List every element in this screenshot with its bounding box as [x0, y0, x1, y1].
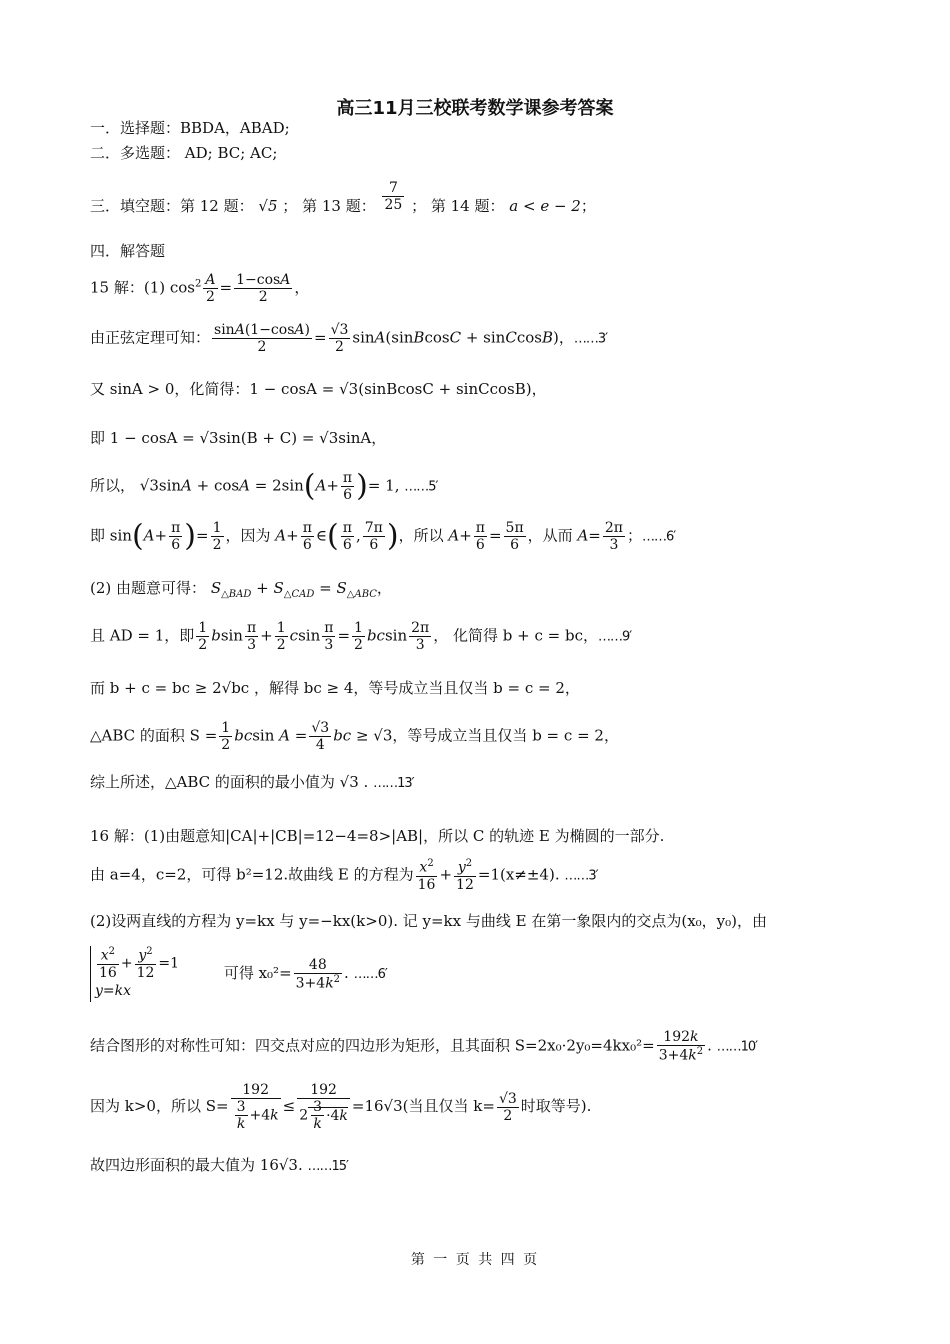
- section-multi: 二．多选题： AD; BC; AC;: [90, 144, 278, 162]
- q15-line1: 15 解：(1) $\cos^2$ $\frac{A}{2}$ = $\frac{1-\cos A}{2}$ ，: [90, 272, 310, 306]
- q16-line5: 结合图形的对称性可知：四交点对应的四边形为矩形，且其面积 S=2x₀·2y₀=4kx₀²= $\frac{192k}{3+4k^2}$ . ……10′: [90, 1029, 758, 1064]
- q15-line9: 而 b + c = bc ≥ 2√bc ，解得 bc ≥ 4，等号成立当且仅当 b = c = 2，: [90, 679, 580, 697]
- q16-line4: $\frac{x^2}{16}$ + $\frac{y^2}{12}$ =1 y=kx 可得 x₀²= $\frac{48}{3+4k^2}$ . ……6′: [90, 946, 387, 1002]
- q15-line7: (2) 由题意可得： $S_{\triangle BAD} + S_{\triangle CAD} = S_{\triangle ABC}$，: [90, 579, 392, 600]
- page-title: 高三11月三校联考数学课参考答案: [336, 98, 614, 119]
- section-solve: 四．解答题: [90, 242, 166, 260]
- q15-line4: 即 1 − cosA = √3sin(B + C) = √3sinA，: [90, 429, 387, 447]
- q16-line7: 故四边形面积的最大值为 16√3. ……15′: [90, 1156, 349, 1174]
- q15-line2: 由正弦定理可知： $\frac{\sin A(1-\cos A)}{2}$ = $\frac{√3}{2}$ sinA(sinBcosC + sinCcosB)，……3′: [90, 322, 608, 356]
- q15-line10: △ABC 的面积 S = $\frac{1}{2}$ bcsin A = $\frac{√3}{4}$ bc ≥ √3，等号成立当且仅当 b = c = 2，: [90, 720, 619, 754]
- q15-line5: 所以， √3sinA + cosA = 2sin(A+ $\frac{\pi}{6}$ )= 1, ……5′: [90, 468, 438, 504]
- q15-line3: 又 sinA > 0，化简得：1 − cosA = √3(sinBcosC + sinCcosB)，: [90, 380, 547, 398]
- q15-line8: 且 AD = 1，即 $\frac{1}{2}$ bsin $\frac{\pi}{3}$ + $\frac{1}{2}$ csin $\frac{\pi}{3}$ = $\frac{1}{2}$ bcsin $\frac{2\pi}{3}$ ， 化简得 b + c = bc，……9′: [90, 620, 632, 654]
- q16-line2: 由 a=4，c=2，可得 b²=12.故曲线 E 的方程为 $\frac{x^2}{16}$ + $\frac{y^2}{12}$ =1(x≠±4). ……3′: [90, 858, 598, 893]
- q16-line1: 16 解：(1)由题意知|CA|+|CB|=12−4=8>|AB|，所以 C 的轨迹 E 为椭圆的一部分.: [90, 827, 665, 845]
- section-fill: 三．填空题：第 12 题： √5 ； 第 13 题： $\frac{7}{25}$ ； 第 14 题： a < e − 2；: [90, 180, 596, 216]
- q16-line3: (2)设两直线的方程为 y=kx 与 y=−kx(k>0). 记 y=kx 与曲线 E 在第一象限内的交点为(x₀，y₀)，由: [90, 912, 768, 930]
- q15-line6: 即 sin(A+ $\frac{\pi}{6}$ )= $\frac{1}{2}$ ，因为 A+ $\frac{\pi}{6}$ ∈( $\frac{\pi}{6}$ , $\frac{7\pi}{6}$ )，所以 A+ $\frac{\pi}{6}$ = $\frac{5\pi}{6}$ ，从而 A= $\frac{2\pi}{3}$ ；……6′: [90, 518, 676, 554]
- section-choice: 一．选择题：BBDA，ABAD;: [90, 119, 290, 137]
- page-footer: 第 一 页 共 四 页: [410, 1252, 540, 1268]
- q15-line11: 综上所述，△ABC 的面积的最小值为 √3 . ……13′: [90, 773, 414, 791]
- q16-line6: 因为 k>0，所以 S= 192 $\frac{3}{k}$ +4k ≤ 192 2 $\frac{3}{k}$ ·4k =16√3(当且仅当 k= $\frac{√3}{2}$ 时取等号).: [90, 1082, 592, 1133]
